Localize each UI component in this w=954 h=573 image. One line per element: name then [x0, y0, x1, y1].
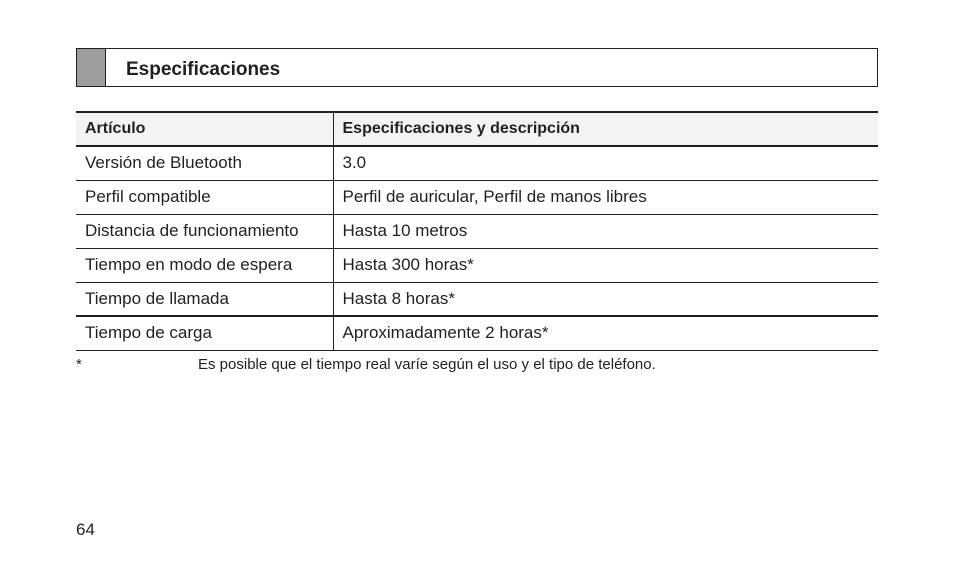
- row-value: Perfil de auricular, Perfil de manos libres: [333, 180, 878, 214]
- column-header-item: Artículo: [85, 120, 146, 137]
- row-label: Tiempo de llamada: [85, 288, 229, 308]
- table-row: [76, 248, 878, 282]
- page-number: 64: [76, 520, 95, 539]
- table-row: [76, 214, 878, 248]
- row-value: Hasta 300 horas*: [333, 248, 878, 282]
- row-value: 3.0: [333, 146, 878, 180]
- column-header-description: Especificaciones y descripción: [333, 112, 878, 146]
- footnote-text: Es posible que el tiempo real varíe según el uso y el tipo de teléfono.: [198, 356, 656, 373]
- specifications-table: [76, 111, 878, 351]
- row-label: Distancia de funcionamiento: [85, 221, 299, 240]
- row-value: Aproximadamente 2 horas*: [333, 316, 878, 350]
- footnote: [76, 356, 656, 373]
- section-header: [76, 48, 878, 87]
- table-row: [76, 282, 878, 316]
- footnote-mark: *: [76, 356, 82, 373]
- header-tab-marker: [77, 49, 106, 86]
- table-row: [76, 146, 878, 180]
- table-header-row: [76, 112, 878, 146]
- row-value: Hasta 8 horas*: [333, 282, 878, 316]
- row-label: Tiempo de carga: [85, 323, 212, 343]
- row-value: Hasta 10 metros: [333, 214, 878, 248]
- table-row: [76, 316, 878, 350]
- table-row: [76, 180, 878, 214]
- row-label: Tiempo en modo de espera: [85, 255, 293, 274]
- section-title: Especificaciones: [126, 58, 281, 80]
- row-label: Versión de Bluetooth: [85, 153, 242, 173]
- row-label: Perfil compatible: [85, 187, 211, 206]
